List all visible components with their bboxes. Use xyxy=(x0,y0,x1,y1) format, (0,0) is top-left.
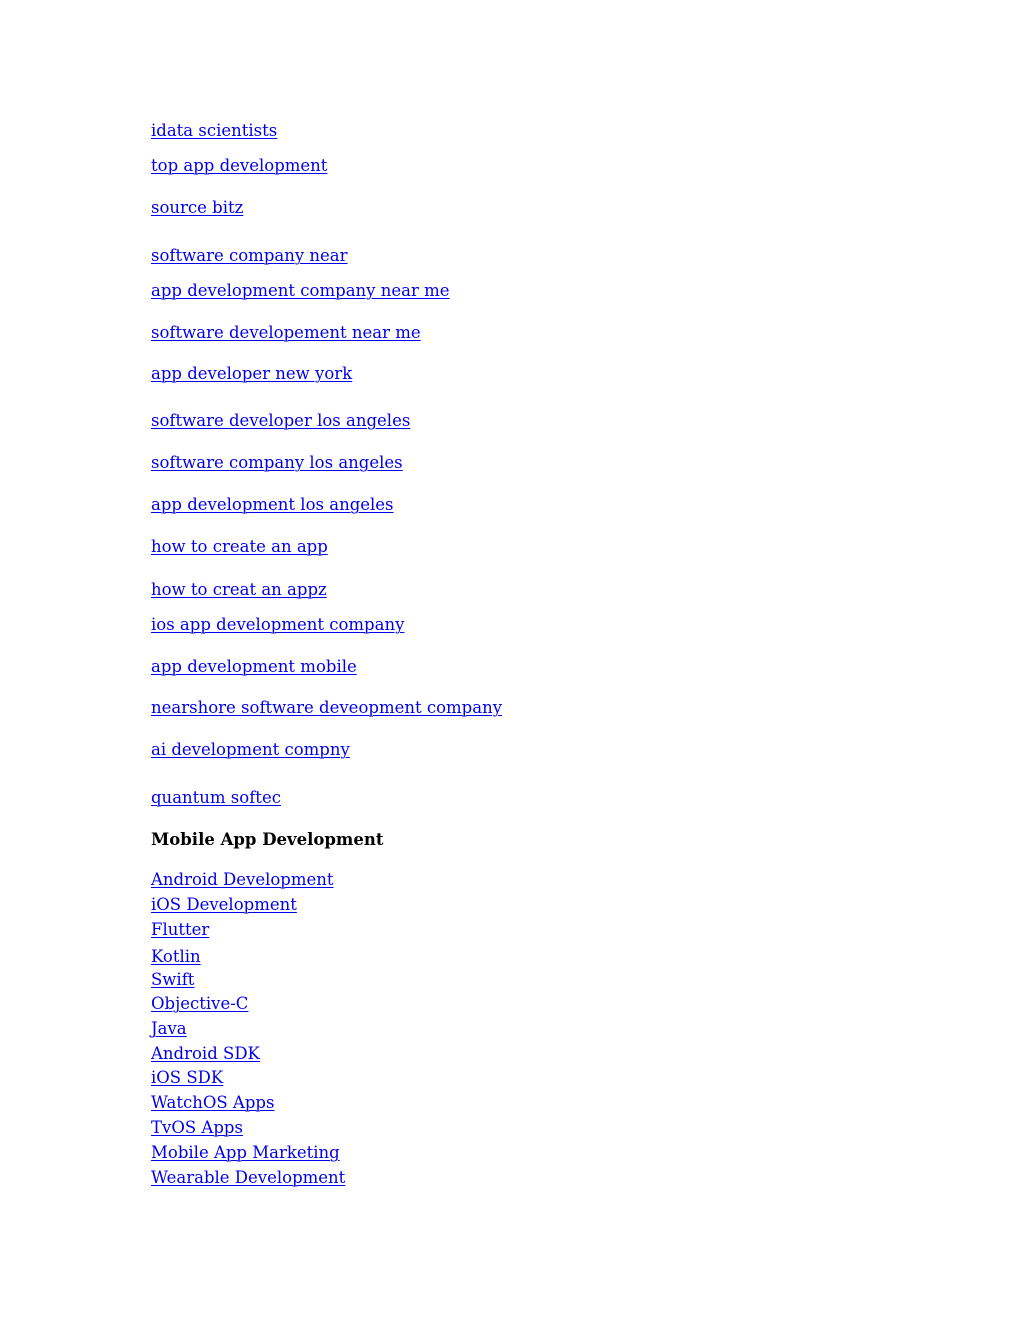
link-ios-development[interactable]: iOS Development xyxy=(151,895,297,914)
link-quantum-softec[interactable]: quantum softec xyxy=(151,788,281,807)
link-kotlin[interactable]: Kotlin xyxy=(151,947,201,966)
link-software-developer-los-angeles[interactable]: software developer los angeles xyxy=(151,411,411,430)
link-software-company-los-angeles[interactable]: software company los angeles xyxy=(151,453,403,472)
link-objective-c[interactable]: Objective-C xyxy=(151,994,249,1013)
link-app-development-mobile[interactable]: app development mobile xyxy=(151,657,357,676)
link-software-developement-near-me[interactable]: software developement near me xyxy=(151,323,421,342)
link-ios-sdk[interactable]: iOS SDK xyxy=(151,1068,224,1087)
link-source-bitz[interactable]: source bitz xyxy=(151,198,244,217)
link-top-app-development[interactable]: top app development xyxy=(151,156,328,175)
link-mobile-app-marketing[interactable]: Mobile App Marketing xyxy=(151,1143,340,1162)
link-wearable-development[interactable]: Wearable Development xyxy=(151,1168,346,1187)
link-tvos-apps[interactable]: TvOS Apps xyxy=(151,1118,243,1137)
link-android-development[interactable]: Android Development xyxy=(151,870,334,889)
link-app-development-company-near-me[interactable]: app development company near me xyxy=(151,281,450,300)
link-android-sdk[interactable]: Android SDK xyxy=(151,1044,260,1063)
link-swift[interactable]: Swift xyxy=(151,970,195,989)
link-app-developer-new-york[interactable]: app developer new york xyxy=(151,364,353,383)
link-ios-app-development-company[interactable]: ios app development company xyxy=(151,615,405,634)
link-idata-scientists[interactable]: idata scientists xyxy=(151,121,278,140)
link-nearshore-software-deveopment-company[interactable]: nearshore software deveopment company xyxy=(151,698,503,717)
link-java[interactable]: Java xyxy=(151,1019,187,1038)
link-how-to-creat-an-appz[interactable]: how to creat an appz xyxy=(151,580,327,599)
link-app-development-los-angeles[interactable]: app development los angeles xyxy=(151,495,394,514)
link-watchos-apps[interactable]: WatchOS Apps xyxy=(151,1093,275,1112)
link-ai-development-compny[interactable]: ai development compny xyxy=(151,740,350,759)
link-software-company-near[interactable]: software company near xyxy=(151,246,348,265)
link-flutter[interactable]: Flutter xyxy=(151,920,210,939)
link-how-to-create-an-app[interactable]: how to create an app xyxy=(151,537,328,556)
section-heading: Mobile App Development xyxy=(151,830,384,849)
